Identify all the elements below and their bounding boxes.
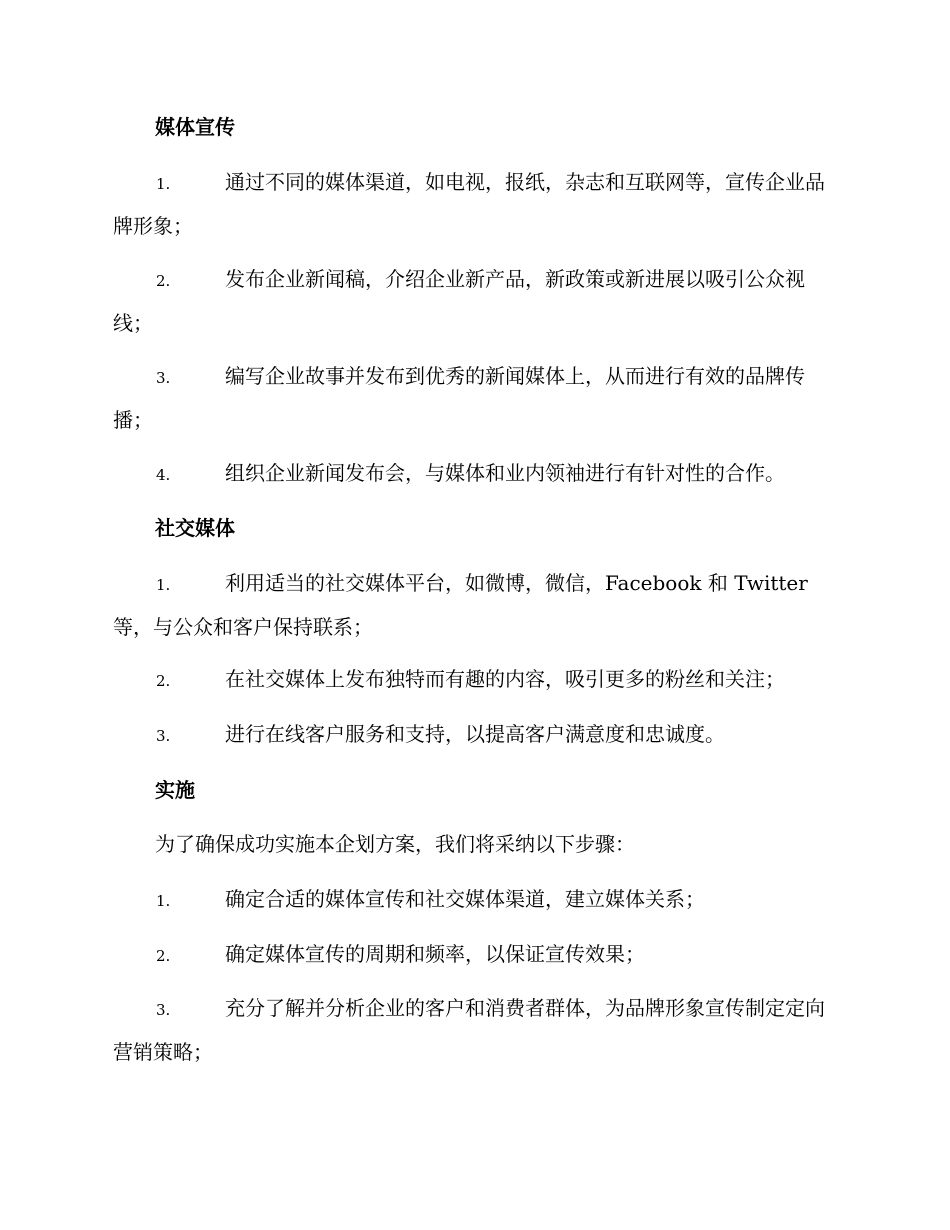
list-number: 2.	[156, 947, 171, 965]
list-number: 2.	[156, 272, 171, 290]
list-text: 组织企业新闻发布会，与媒体和业内领袖进行有针对性的合作。	[225, 461, 785, 485]
list-text: 通过不同的媒体渠道，如电视，报纸，杂志和互联网等，宣传企业品牌形象；	[113, 170, 825, 238]
section-heading-media: 媒体宣传	[155, 115, 235, 139]
section-heading-implementation: 实施	[155, 778, 195, 802]
list-number: 1.	[156, 892, 171, 910]
list-text: 发布企业新闻稿，介绍企业新产品，新政策或新进展以吸引公众视线；	[113, 267, 805, 335]
list-item	[113, 658, 833, 702]
list-text: 利用适当的社交媒体平台，如微博，微信，Facebook 和 Twitter 等，与公众和客户保持联系；	[113, 571, 808, 639]
list-number: 2.	[156, 672, 171, 690]
section-heading-social: 社交媒体	[155, 516, 235, 540]
list-text: 编写企业故事并发布到优秀的新闻媒体上，从而进行有效的品牌传播；	[113, 364, 805, 432]
list-item	[113, 355, 833, 441]
list-item	[113, 878, 833, 922]
list-item	[113, 562, 833, 648]
list-item	[113, 987, 833, 1073]
list-text: 确定媒体宣传的周期和频率，以保证宣传效果；	[225, 942, 645, 966]
list-number: 3.	[156, 1001, 171, 1019]
list-item	[113, 161, 833, 247]
list-text: 在社交媒体上发布独特而有趣的内容，吸引更多的粉丝和关注；	[225, 667, 785, 691]
list-item	[113, 933, 833, 977]
list-item	[113, 258, 833, 344]
list-number: 1.	[156, 576, 171, 594]
list-number: 3.	[156, 727, 171, 745]
list-number: 4.	[156, 466, 171, 484]
list-text: 确定合适的媒体宣传和社交媒体渠道，建立媒体关系；	[225, 887, 705, 911]
list-number: 3.	[156, 369, 171, 387]
list-text: 充分了解并分析企业的客户和消费者群体，为品牌形象宣传制定定向营销策略；	[113, 996, 825, 1064]
list-text: 进行在线客户服务和支持，以提高客户满意度和忠诚度。	[225, 722, 725, 746]
list-item	[113, 452, 833, 496]
list-item	[113, 713, 833, 757]
list-number: 1.	[156, 175, 171, 193]
intro-paragraph: 为了确保成功实施本企划方案，我们将采纳以下步骤：	[155, 832, 635, 856]
